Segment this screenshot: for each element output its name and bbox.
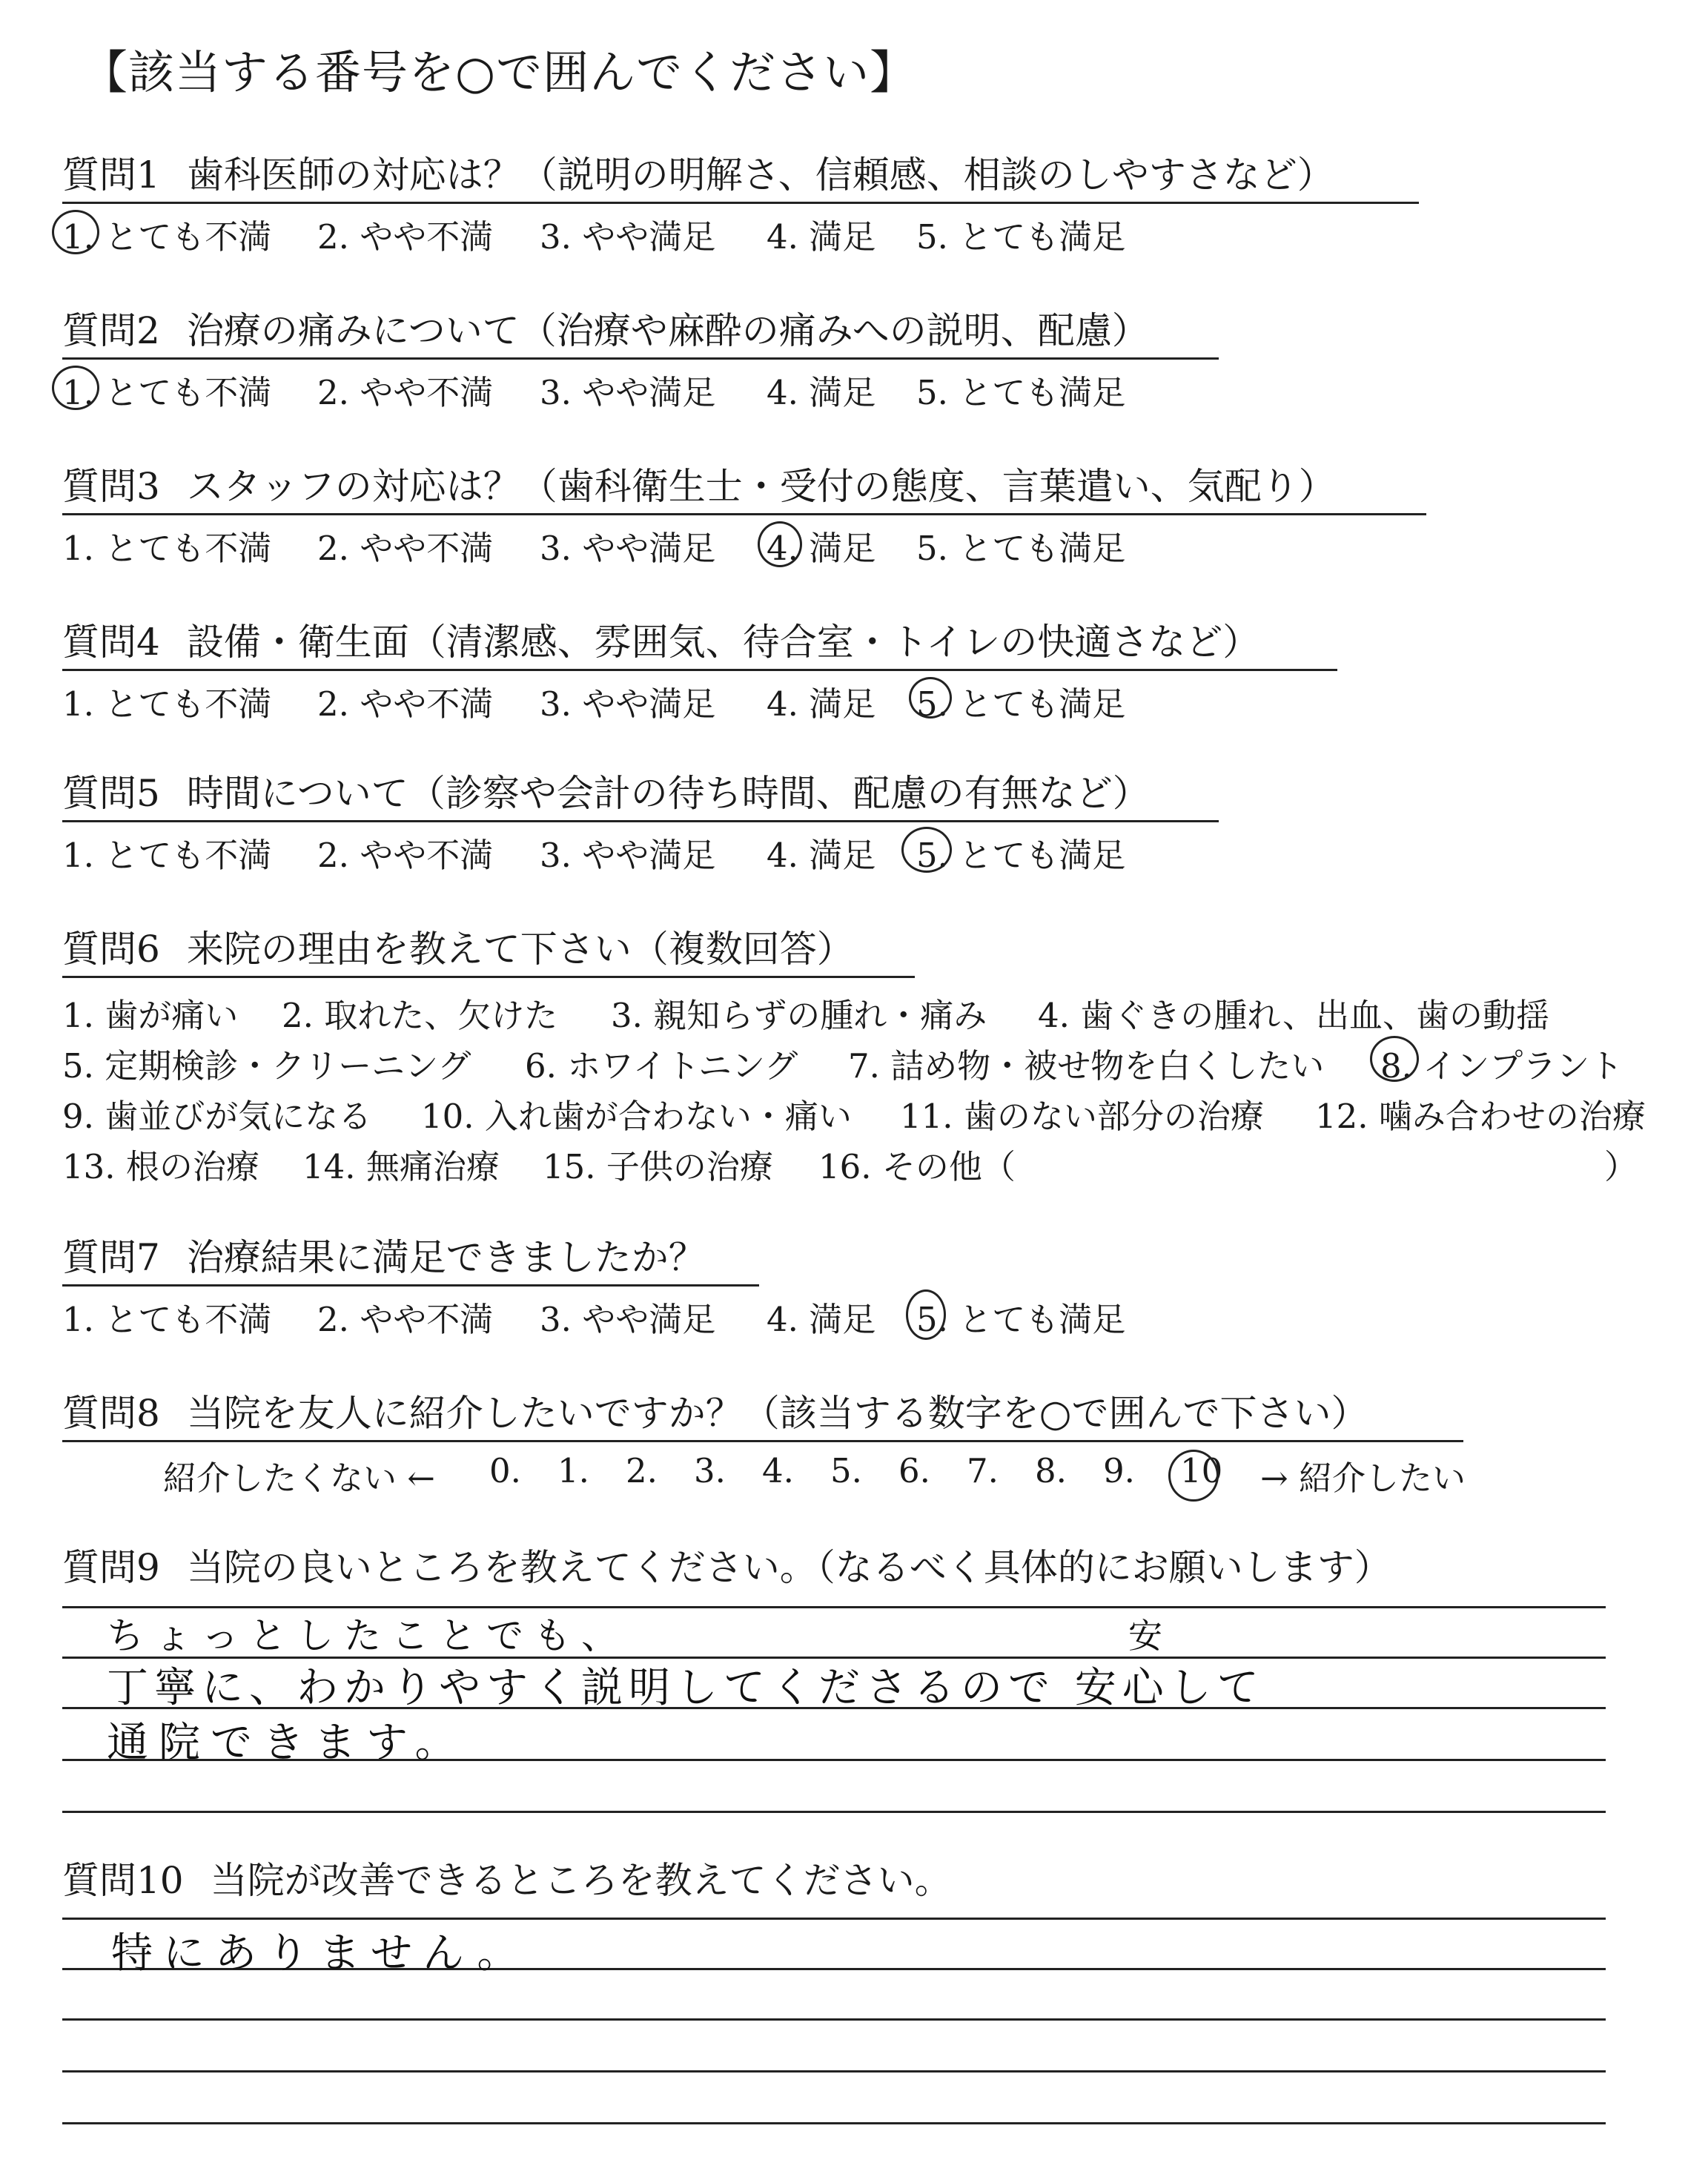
reason-option[interactable]: 9. 歯並びが気になる: [62, 1097, 372, 1136]
option-2[interactable]: 2. やや不満: [317, 684, 494, 724]
scale-option[interactable]: 0.: [489, 1451, 521, 1490]
reason-option[interactable]: 14. 無痛治療: [302, 1147, 500, 1186]
selection-circle: [909, 677, 952, 719]
option-2[interactable]: 2. やや不満: [317, 373, 494, 412]
question-number: 質問10: [62, 1859, 184, 1902]
question-heading: [62, 301, 1219, 360]
scale-option[interactable]: 2.: [626, 1451, 658, 1490]
reason-option[interactable]: 2. 取れた、欠けた: [282, 996, 558, 1035]
selection-circle: [1168, 1450, 1219, 1502]
reason-option[interactable]: 4. 歯ぐきの腫れ、出血、歯の動揺: [1038, 996, 1549, 1035]
option-5[interactable]: 5. とても満足: [916, 373, 1126, 412]
reason-option[interactable]: 11. 歯のない部分の治療: [900, 1097, 1264, 1136]
question-1: [62, 145, 1419, 257]
question-text: 設備・衛生面（清潔感、雰囲気、待合室・トイレの快適さなど）: [186, 621, 1260, 664]
selection-circle: [758, 521, 802, 567]
scale-option[interactable]: 9.: [1103, 1451, 1135, 1490]
reason-option[interactable]: 6. ホワイトニング: [525, 1046, 798, 1086]
selection-circle: [1370, 1036, 1419, 1082]
question-text: 治療の痛みについて（治療や麻酔の痛みへの説明、配慮）: [186, 309, 1149, 352]
rating-options: [62, 673, 1337, 724]
reason-option[interactable]: 1. 歯が痛い: [62, 996, 239, 1035]
handwritten-answer-q9: 丁寧に、わかりやすく説明してくださるので 安心して: [107, 1664, 1265, 1712]
answer-line: [62, 1811, 1606, 1813]
option-5[interactable]: 5. とても満足: [916, 217, 1126, 257]
reason-row: [62, 988, 1549, 1039]
reason-option[interactable]: 5. 定期検診・クリーニング: [62, 1046, 471, 1086]
question-number: 質問8: [62, 1392, 160, 1435]
question-text: 当院を友人に紹介したいですか？（該当する数字を○で囲んで下さい）: [186, 1392, 1368, 1435]
option-4[interactable]: 4. 満足: [767, 836, 876, 875]
scale-option[interactable]: 6.: [898, 1451, 930, 1490]
handwritten-answer-q10: 特にありません。: [111, 1929, 529, 1978]
option-3[interactable]: 3. やや満足: [540, 836, 716, 875]
option-3[interactable]: 3. やや満足: [540, 1300, 716, 1339]
question-heading: [62, 612, 1337, 671]
scale-option[interactable]: 8.: [1035, 1451, 1067, 1490]
scale-option[interactable]: 5.: [830, 1451, 862, 1490]
reason-other-close: ）: [1604, 1147, 1638, 1186]
question-number: 質問6: [62, 928, 160, 971]
scale-right-label: → 紹介したい: [1260, 1459, 1466, 1498]
option-3[interactable]: 3. やや満足: [540, 217, 716, 257]
question-number: 質問7: [62, 1236, 160, 1279]
option-1[interactable]: 1. とても不満: [62, 684, 272, 724]
option-2[interactable]: 2. やや不満: [317, 529, 494, 568]
reason-option[interactable]: 10. 入れ歯が合わない・痛い: [421, 1097, 852, 1136]
question-heading: [62, 1851, 952, 1904]
question-number: 質問3: [62, 465, 160, 508]
option-2[interactable]: 2. やや不満: [317, 836, 494, 875]
reason-row: [62, 1039, 1623, 1089]
reason-option[interactable]: 3. 親知らずの腫れ・痛み: [611, 996, 987, 1035]
page-title: 【該当する番号を○で囲んでください】: [82, 45, 917, 99]
reason-option[interactable]: 16. その他（: [818, 1147, 1016, 1186]
question-text: スタッフの対応は？（歯科衛生士・受付の態度、言葉遣い、気配り）: [186, 465, 1336, 508]
option-5[interactable]: 5. とても満足: [916, 529, 1126, 568]
question-text: 時間について（診察や会計の待ち時間、配慮の有無など）: [186, 772, 1150, 815]
option-4[interactable]: 4. 満足: [767, 373, 876, 412]
question-9: [62, 1538, 1391, 1591]
rating-options: [62, 205, 1419, 257]
question-number: 質問2: [62, 309, 160, 352]
selection-circle: [901, 827, 952, 873]
option-4[interactable]: 4. 満足: [767, 1300, 876, 1339]
question-5: [62, 764, 1219, 876]
question-8: [62, 1384, 1466, 1500]
option-4[interactable]: 4. 満足: [767, 529, 876, 568]
option-2[interactable]: 2. やや不満: [317, 1300, 494, 1339]
reason-option[interactable]: 8. インプラント: [1380, 1046, 1623, 1086]
option-1[interactable]: 1. とても不満: [62, 1300, 272, 1339]
selection-circle: [906, 1289, 946, 1340]
question-text: 歯科医師の対応は？（説明の明解さ、信頼感、相談のしやすさなど）: [186, 153, 1334, 196]
option-4[interactable]: 4. 満足: [767, 217, 876, 257]
reason-option[interactable]: 15. 子供の治療: [543, 1147, 773, 1186]
rating-options: [62, 361, 1219, 413]
handwritten-answer-q9: 通院できます。: [107, 1719, 467, 1767]
question-number: 質問4: [62, 621, 160, 664]
option-1[interactable]: 1. とても不満: [62, 217, 272, 257]
question-6: [62, 919, 1646, 1190]
question-4: [62, 612, 1337, 724]
answer-line: [62, 2070, 1606, 2073]
scale-option[interactable]: 3.: [694, 1451, 726, 1490]
option-5[interactable]: 5. とても満足: [916, 1300, 1126, 1339]
option-3[interactable]: 3. やや満足: [540, 529, 716, 568]
question-text: 当院の良いところを教えてください。（なるべく具体的にお願いします）: [186, 1546, 1391, 1589]
option-3[interactable]: 3. やや満足: [540, 373, 716, 412]
question-2: [62, 301, 1219, 413]
question-number: 質問1: [62, 153, 160, 196]
reason-option[interactable]: 13. 根の治療: [62, 1147, 259, 1186]
question-heading: [62, 457, 1426, 515]
question-text: 当院が改善できるところを教えてください。: [210, 1859, 952, 1902]
question-heading: [62, 764, 1219, 822]
handwritten-correction: 安: [1128, 1616, 1173, 1656]
selection-circle: [52, 366, 99, 410]
option-5[interactable]: 5. とても満足: [916, 836, 1126, 875]
scale-option[interactable]: 4.: [762, 1451, 794, 1490]
question-7: [62, 1228, 1126, 1340]
answer-line: [62, 1918, 1606, 1920]
question-heading: [62, 1228, 759, 1287]
reason-row: [62, 1089, 1646, 1140]
reason-row: [62, 1140, 1638, 1190]
question-text: 治療結果に満足できましたか？: [186, 1236, 706, 1279]
answer-line: [62, 2018, 1606, 2021]
option-1[interactable]: 1. とても不満: [62, 836, 272, 875]
option-4[interactable]: 4. 満足: [767, 684, 876, 724]
option-3[interactable]: 3. やや満足: [540, 684, 716, 724]
option-2[interactable]: 2. やや不満: [317, 217, 494, 257]
rating-options: [62, 517, 1426, 569]
option-1[interactable]: 1. とても不満: [62, 529, 272, 568]
answer-line: [62, 2122, 1606, 2124]
reason-option[interactable]: 7. 詰め物・被せ物を白くしたい: [848, 1046, 1325, 1086]
handwritten-answer-q9: ちょっとしたことでも、: [107, 1614, 629, 1657]
reason-option[interactable]: 12. 噛み合わせの治療: [1315, 1097, 1646, 1136]
option-5[interactable]: 5. とても満足: [916, 684, 1126, 724]
question-heading: [62, 1538, 1391, 1591]
selection-circle: [52, 210, 99, 254]
question-heading: [62, 145, 1419, 204]
option-1[interactable]: 1. とても不満: [62, 373, 272, 412]
question-number: 質問9: [62, 1546, 160, 1589]
rating-options: [62, 824, 1219, 876]
question-heading: [62, 1384, 1463, 1442]
reason-options: [62, 988, 1646, 1190]
question-heading: [62, 919, 915, 978]
question-3: [62, 457, 1426, 569]
scale-option[interactable]: 1.: [557, 1451, 589, 1490]
scale-option[interactable]: 10: [1180, 1451, 1223, 1490]
rating-options: [62, 1288, 1126, 1340]
recommend-scale: [62, 1445, 1466, 1500]
scale-option[interactable]: 7.: [967, 1451, 999, 1490]
question-10: [62, 1851, 952, 1904]
scale-left-label: 紹介したくない ←: [163, 1459, 436, 1498]
question-text: 来院の理由を教えて下さい（複数回答）: [186, 928, 854, 971]
question-number: 質問5: [62, 772, 160, 815]
